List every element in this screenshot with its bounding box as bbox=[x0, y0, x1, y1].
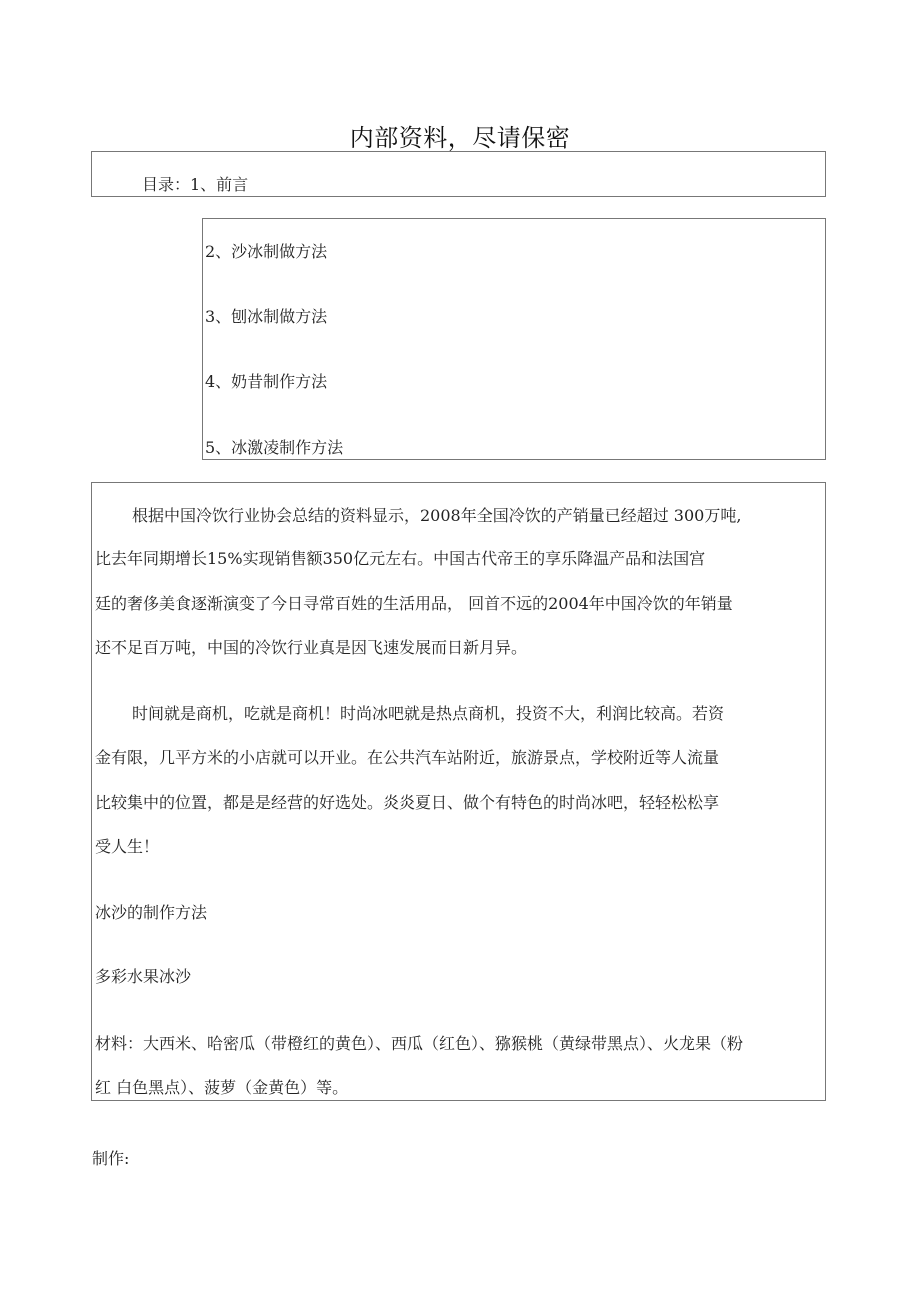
paragraph-line: 受人生！ bbox=[95, 837, 160, 856]
paragraph-line: 廷的奢侈美食逐渐演变了今日寻常百姓的生活用品， 回首不远的2004年中国冷饮的年销量 bbox=[95, 594, 733, 613]
toc-item-preface: 目录：1、前言 bbox=[142, 175, 249, 194]
paragraph-line: 根据中国冷饮行业协会总结的资料显示，2008年全国冷饮的产销量已经超过 300万吨, bbox=[132, 506, 742, 525]
toc-item: 4、奶昔制作方法 bbox=[205, 372, 328, 391]
paragraph-line: 金有限，几平方米的小店就可以开业。在公共汽车站附近，旅游景点，学校附近等人流量 bbox=[95, 748, 720, 767]
page-title: 内部资料，尽请保密 bbox=[349, 124, 571, 152]
toc-item: 3、刨冰制做方法 bbox=[205, 307, 328, 326]
subheading: 多彩水果冰沙 bbox=[95, 967, 192, 986]
toc-item: 5、冰激凌制作方法 bbox=[205, 438, 344, 457]
paragraph-line: 比去年同期增长15%实现销售额350亿元左右。中国古代帝王的享乐降温产品和法国宫 bbox=[95, 549, 706, 568]
paragraph-line: 比较集中的位置，都是是经营的好选处。炎炎夏日、做个有特色的时尚冰吧，轻轻松松享 bbox=[95, 793, 720, 812]
paragraph-line: 时间就是商机，吃就是商机！时尚冰吧就是热点商机，投资不大，利润比较高。若资 bbox=[132, 704, 725, 723]
materials-line: 红 白色黑点）、菠萝（金黄色）等。 bbox=[95, 1078, 349, 1097]
materials-line: 材料：大西米、哈密瓜（带橙红的黄色）、西瓜（红色）、猕猴桃（黄绿带黑点）、火龙果（粉 bbox=[95, 1034, 744, 1053]
toc-box-methods bbox=[202, 218, 826, 460]
section-heading: 冰沙的制作方法 bbox=[95, 903, 208, 922]
content-box bbox=[91, 482, 826, 1101]
toc-item: 2、沙冰制做方法 bbox=[205, 242, 328, 261]
toc-box-intro bbox=[91, 151, 826, 197]
paragraph-line: 还不足百万吨，中国的冷饮行业真是因飞速发展而日新月异。 bbox=[95, 638, 528, 657]
production-label: 制作: bbox=[92, 1149, 130, 1168]
